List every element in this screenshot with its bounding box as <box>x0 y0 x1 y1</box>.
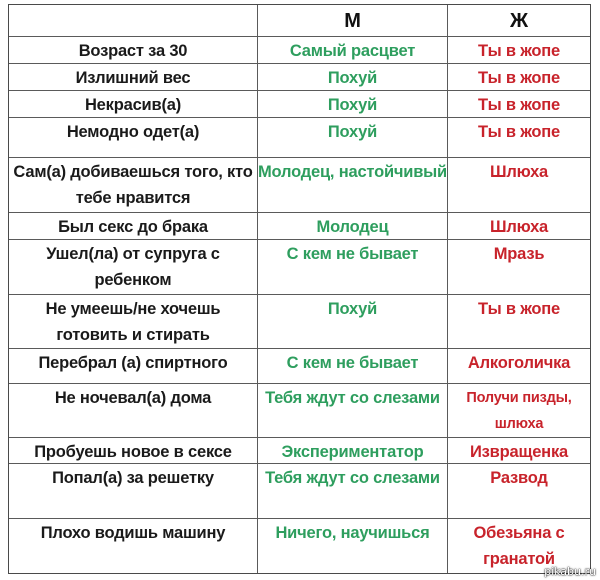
male-reaction-cell: Тебя ждут со слезами <box>258 464 448 518</box>
situation-cell: Не ночевал(а) дома <box>9 384 258 437</box>
situation-cell: Сам(а) добиваешься того, кто тебе нравится <box>9 158 258 212</box>
male-reaction-cell: С кем не бывает <box>258 240 448 294</box>
watermark: pikabu.ru <box>544 565 596 578</box>
table-row <box>9 295 590 349</box>
male-reaction-cell: Похуй <box>258 64 448 90</box>
comparison-table <box>8 4 591 574</box>
table-row <box>9 240 590 295</box>
header-male: М <box>258 5 448 36</box>
female-reaction-cell: Получи пизды, шлюха <box>466 390 572 432</box>
situation-cell: Попал(а) за решетку <box>9 464 258 518</box>
table-row <box>9 384 590 438</box>
female-reaction-cell: Алкоголичка <box>467 354 571 372</box>
situation-cell: Ушел(ла) от супруга с ребенком <box>9 240 258 294</box>
table-row <box>9 118 590 158</box>
female-reaction-cell: Извращенка <box>470 443 568 461</box>
female-reaction-cell: Мразь <box>493 245 545 263</box>
table-header-row <box>9 5 590 37</box>
situation-cell: Возраст за 30 <box>9 37 258 63</box>
male-reaction-cell: Похуй <box>258 295 448 348</box>
situation-cell: Не умеешь/не хочешь готовить и стирать <box>9 295 258 348</box>
male-reaction-cell: Самый расцвет <box>258 37 448 63</box>
female-reaction-cell: Ты в жопе <box>478 42 560 60</box>
table-row <box>9 91 590 118</box>
situation-cell: Пробуешь новое в сексе <box>9 438 258 463</box>
table-row <box>9 64 590 91</box>
female-reaction-cell: Развод <box>490 469 548 487</box>
situation-cell: Излишний вес <box>9 64 258 90</box>
male-reaction-cell: С кем не бывает <box>258 349 448 383</box>
male-reaction-cell: Экспериментатор <box>258 438 448 463</box>
male-reaction-cell: Ничего, научишься <box>258 519 448 573</box>
female-reaction-cell: Шлюха <box>489 163 549 181</box>
header-empty-cell <box>9 5 258 36</box>
situation-cell: Перебрал (а) спиртного <box>9 349 258 383</box>
female-reaction-cell: Обезьяна с гранатой <box>473 524 565 568</box>
table-row <box>9 519 590 573</box>
male-reaction-cell: Тебя ждут со слезами <box>258 384 448 437</box>
situation-cell: Немодно одет(а) <box>9 118 258 157</box>
table-row <box>9 464 590 519</box>
male-reaction-cell: Молодец, настойчивый <box>258 158 448 212</box>
male-reaction-cell: Молодец <box>258 213 448 239</box>
table-row <box>9 349 590 384</box>
table-row <box>9 438 590 464</box>
table-row <box>9 158 590 213</box>
situation-cell: Плохо водишь машину <box>9 519 258 573</box>
table-row <box>9 37 590 64</box>
male-reaction-cell: Похуй <box>258 118 448 157</box>
header-female: Ж <box>510 10 528 32</box>
female-reaction-cell: Шлюха <box>489 218 549 236</box>
table-row <box>9 213 590 240</box>
male-reaction-cell: Похуй <box>258 91 448 117</box>
female-reaction-cell: Ты в жопе <box>478 123 560 141</box>
female-reaction-cell: Ты в жопе <box>478 69 560 87</box>
female-reaction-cell: Ты в жопе <box>478 300 560 318</box>
situation-cell: Был секс до брака <box>9 213 258 239</box>
situation-cell: Некрасив(а) <box>9 91 258 117</box>
female-reaction-cell: Ты в жопе <box>478 96 560 114</box>
